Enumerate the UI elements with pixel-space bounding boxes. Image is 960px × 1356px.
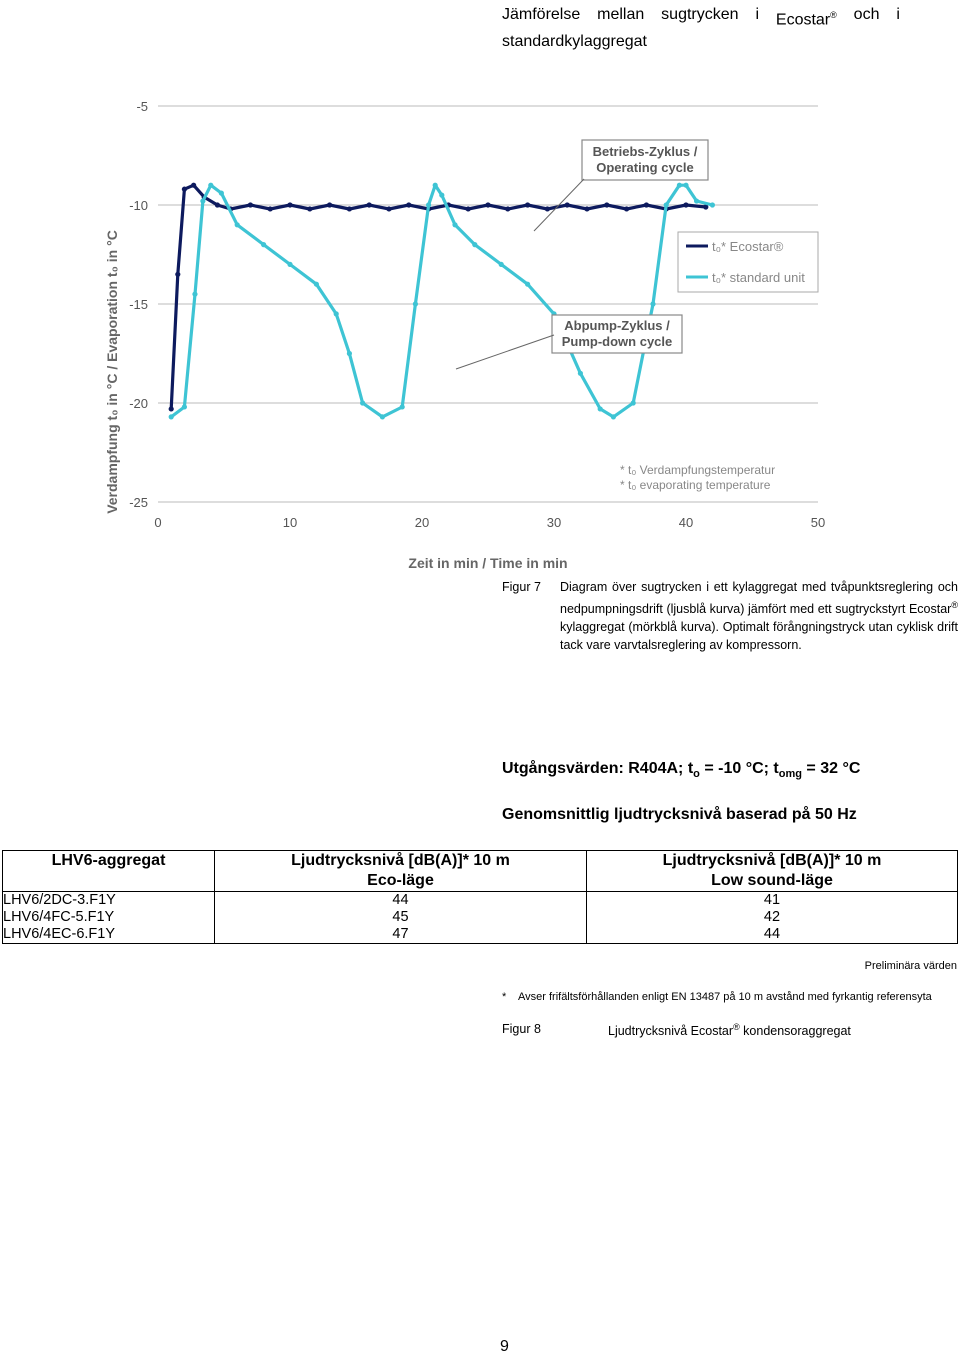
footnote-marker: * — [502, 991, 507, 1003]
legend-label-ecostar: t₀* Ecostar® — [712, 239, 784, 254]
series-point-0 — [327, 202, 332, 207]
series-point-1 — [650, 301, 655, 306]
subscript: o — [693, 768, 700, 781]
header-line2: Eco-läge — [367, 872, 434, 889]
y-axis-label: Verdampfung t₀ in °C / Evaporation t₀ in °C — [104, 230, 120, 514]
series-point-0 — [307, 206, 312, 211]
figure7-caption — [560, 578, 958, 654]
series-point-1 — [710, 202, 715, 207]
annotation-line1: Abpump-Zyklus / — [564, 318, 670, 333]
chart-series — [169, 183, 715, 420]
chart-legend — [678, 232, 818, 292]
params-text: = -10 °C; t — [699, 760, 779, 777]
cell-eco: 44 — [215, 892, 587, 910]
heading-word: och — [853, 6, 880, 23]
series-point-1 — [413, 301, 418, 306]
series-point-1 — [380, 414, 385, 419]
series-point-0 — [287, 202, 292, 207]
series-point-0 — [175, 272, 180, 277]
figure8-label: Figur 8 — [502, 1022, 541, 1036]
series-point-0 — [525, 202, 530, 207]
series-point-0 — [386, 206, 391, 211]
series-point-1 — [219, 191, 224, 196]
cell-unit: LHV6/2DC-3.F1Y — [3, 892, 215, 910]
series-point-1 — [287, 262, 292, 267]
series-point-0 — [545, 206, 550, 211]
cell-unit: LHV6/4EC-6.F1Y — [3, 926, 215, 944]
series-point-0 — [268, 206, 273, 211]
annotation-pointer — [456, 335, 554, 369]
header-low-sound — [587, 851, 958, 892]
series-point-0 — [584, 206, 589, 211]
annotation-line2: Operating cycle — [596, 160, 694, 175]
figure7-caption-part1: Diagram över sugtrycken i ett kylaggregat med tvåpunktsreglering och nedpumpningsdrift (ljusblå kurva) jämfört med ett sugtryckstyrt Ecostar — [560, 580, 958, 617]
series-point-1 — [677, 183, 682, 188]
series-point-0 — [624, 206, 629, 211]
page-heading — [502, 4, 902, 53]
series-point-0 — [182, 187, 187, 192]
series-point-0 — [644, 202, 649, 207]
series-point-0 — [215, 202, 220, 207]
y-tick-label: -5 — [136, 99, 148, 114]
series-point-0 — [248, 202, 253, 207]
y-tick-labels — [129, 99, 148, 510]
page-heading-line2: standardkylaggregat — [502, 33, 647, 51]
series-point-1 — [433, 183, 438, 188]
x-tick-label: 20 — [414, 515, 430, 530]
series-point-1 — [261, 242, 266, 247]
series-point-1 — [208, 183, 213, 188]
series-point-1 — [314, 282, 319, 287]
chart-footnotes — [620, 463, 775, 492]
x-tick-label: 40 — [678, 515, 694, 530]
series-point-1 — [472, 242, 477, 247]
x-tick-label: 10 — [282, 515, 298, 530]
series-line-0 — [171, 185, 706, 409]
evaporation-chart-svg — [90, 95, 830, 575]
figure8-caption-part1: Ljudtrycksnivå Ecostar — [608, 1024, 734, 1039]
cell-eco: 45 — [215, 909, 587, 926]
subscript: omg — [778, 768, 802, 781]
header-unit — [3, 851, 215, 892]
y-tick-label: -20 — [129, 396, 148, 411]
annotation-pump-down-cycle — [456, 315, 682, 369]
series-point-1 — [200, 198, 205, 203]
heading-word: Ecostar — [775, 11, 831, 29]
series-point-1 — [578, 371, 583, 376]
params-text: = 32 °C — [801, 760, 861, 777]
preliminary-note: Preliminära värden — [864, 960, 957, 972]
series-point-0 — [466, 206, 471, 211]
evaporation-chart — [90, 95, 830, 575]
legend-label-standard: t₀* standard unit — [712, 270, 805, 285]
table-header-row — [3, 851, 958, 892]
footnote-text: Avser frifältsförhållanden enligt EN 13487 på 10 m avstånd med fyrkantig referensyta — [518, 991, 932, 1003]
series-point-1 — [360, 400, 365, 405]
heading-word: Jämförelse — [502, 6, 581, 23]
series-point-1 — [664, 202, 669, 207]
chart-footnote: * t₀ evaporating temperature — [620, 478, 771, 492]
heading-word: i — [896, 6, 900, 23]
series-point-0 — [169, 406, 174, 411]
chart-footnote: * t₀ Verdampfungstemperatur — [620, 463, 776, 477]
series-line-1 — [171, 185, 712, 417]
heading-word: i — [755, 6, 759, 23]
chart-grid — [158, 106, 818, 502]
series-point-1 — [611, 414, 616, 419]
cell-unit: LHV6/4FC-5.F1Y — [3, 909, 215, 926]
cell-low-sound: 42 — [587, 909, 958, 926]
y-tick-label: -15 — [129, 297, 148, 312]
y-tick-label: -10 — [129, 198, 148, 213]
series-point-1 — [598, 406, 603, 411]
series-point-0 — [406, 202, 411, 207]
series-point-0 — [485, 202, 490, 207]
series-point-1 — [694, 198, 699, 203]
table-row — [3, 909, 958, 926]
cell-eco: 47 — [215, 926, 587, 944]
registered-mark: ® — [830, 10, 837, 20]
series-point-0 — [683, 202, 688, 207]
series-point-1 — [182, 404, 187, 409]
series-point-1 — [452, 222, 457, 227]
table-title: Genomsnittlig ljudtrycksnivå baserad på 50 Hz — [502, 806, 857, 823]
x-tick-label: 30 — [546, 515, 562, 530]
table-row — [3, 892, 958, 910]
heading-word: mellan — [597, 6, 645, 23]
series-point-1 — [499, 262, 504, 267]
x-axis-label: Zeit in min / Time in min — [408, 555, 568, 571]
series-point-1 — [631, 400, 636, 405]
header-line1: LHV6-aggregat — [51, 852, 166, 869]
figure7-label: Figur 7 — [502, 580, 541, 594]
series-point-1 — [525, 282, 530, 287]
figure8-caption — [608, 1022, 851, 1038]
x-tick-labels — [154, 515, 825, 530]
x-tick-label: 50 — [810, 515, 826, 530]
heading-word: sugtrycken — [661, 6, 739, 23]
series-point-0 — [347, 206, 352, 211]
registered-mark: ® — [733, 1022, 740, 1032]
registered-mark: ® — [951, 600, 958, 610]
series-point-1 — [683, 183, 688, 188]
cell-low-sound: 41 — [587, 892, 958, 910]
heading-word-ecostar — [776, 4, 837, 31]
series-point-1 — [334, 311, 339, 316]
series-point-1 — [192, 292, 197, 297]
series-point-0 — [505, 206, 510, 211]
cell-low-sound: 44 — [587, 926, 958, 944]
header-line2: Low sound-läge — [711, 872, 833, 889]
x-tick-label: 0 — [154, 515, 162, 530]
annotation-line2: Pump-down cycle — [561, 334, 673, 349]
series-point-1 — [400, 404, 405, 409]
annotation-line1: Betriebs-Zyklus / — [592, 144, 698, 159]
series-point-0 — [191, 183, 196, 188]
series-point-0 — [565, 202, 570, 207]
series-point-1 — [347, 351, 352, 356]
figure7-caption-part2: kylaggregat (mörkblå kurva). Optimalt förångningstryck utan cyklisk drift tack vare varvtalsreglering av kompressorn. — [560, 620, 958, 653]
sound-level-table — [2, 850, 958, 944]
series-point-0 — [604, 202, 609, 207]
initial-values — [502, 760, 860, 780]
table-row — [3, 926, 958, 944]
series-point-1 — [426, 202, 431, 207]
series-point-0 — [367, 202, 372, 207]
page-heading-line1 — [502, 4, 900, 31]
page-number: 9 — [500, 1338, 509, 1355]
header-line1: Ljudtrycksnivå [dB(A)]* 10 m — [662, 852, 882, 869]
params-text: Utgångsvärden: R404A; t — [502, 760, 694, 777]
header-eco — [215, 851, 587, 892]
series-point-1 — [235, 222, 240, 227]
y-tick-label: -25 — [129, 495, 148, 510]
header-line1: Ljudtrycksnivå [dB(A)]* 10 m — [291, 852, 510, 869]
series-point-1 — [169, 414, 174, 419]
figure8-caption-part2: kondensoraggregat — [739, 1024, 851, 1039]
series-point-1 — [439, 193, 444, 198]
